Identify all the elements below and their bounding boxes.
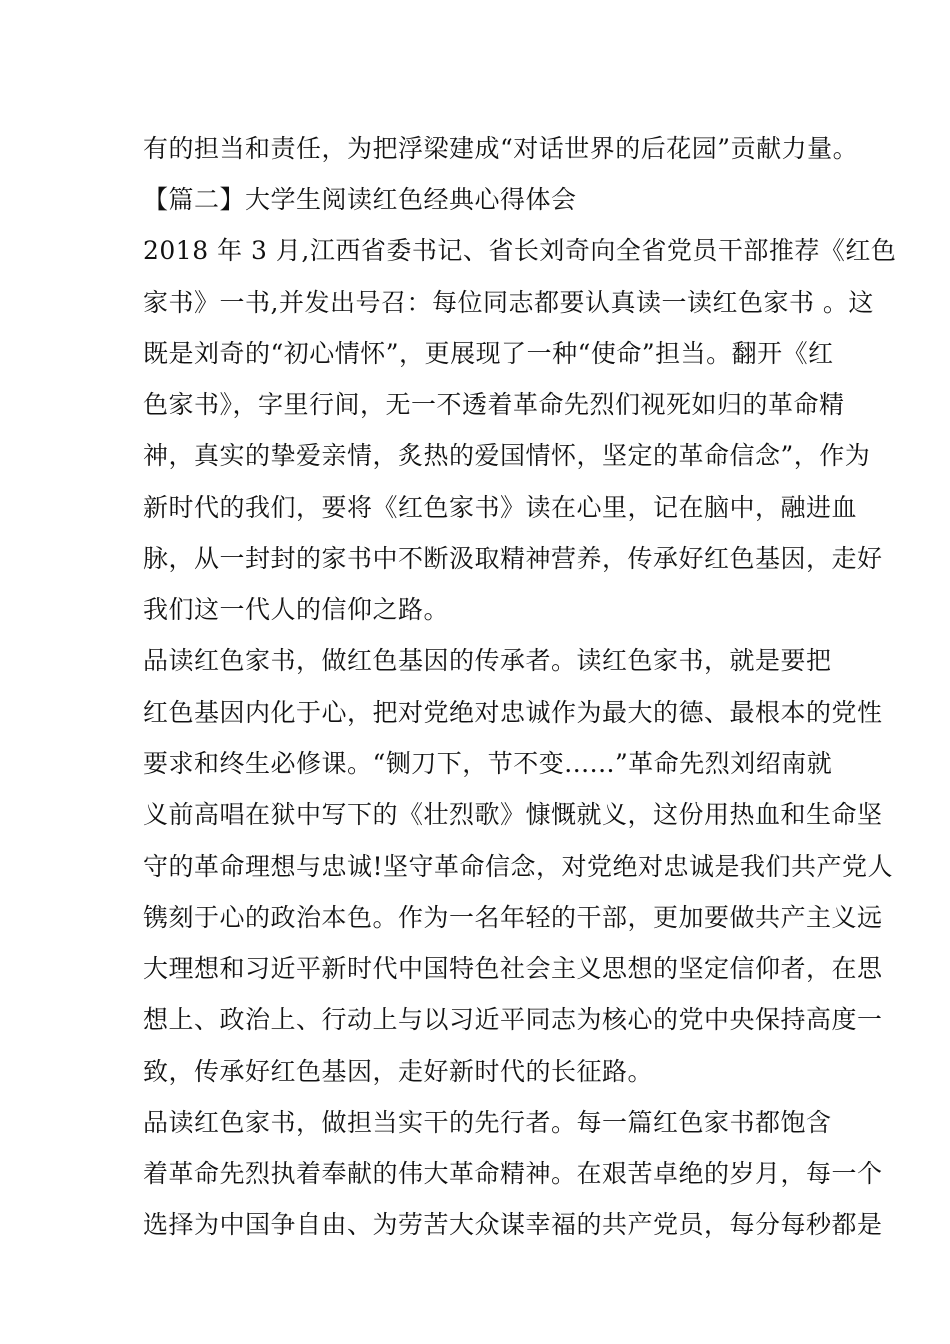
text-line: 有的担当和责任，为把浮梁建成“对话世界的后花园”贡献力量。	[143, 134, 859, 163]
text-line: 致，传承好红色基因，走好新时代的长征路。	[143, 1057, 654, 1086]
text-line: 选择为中国争自由、为劳苦大众谋幸福的共产党员，每分每秒都是	[143, 1210, 883, 1239]
text-line: 品读红色家书，做担当实干的先行者。每一篇红色家书都饱含	[143, 1108, 832, 1137]
text-line: 我们这一代人的信仰之路。	[143, 595, 450, 624]
text-line: 义前高唱在狱中写下的《壮烈歌》慷慨就义，这份用热血和生命坚	[143, 800, 883, 829]
section-heading: 【篇二】大学生阅读红色经典心得体会	[143, 185, 577, 214]
text-line: 品读红色家书，做红色基因的传承者。读红色家书，就是要把	[143, 646, 832, 675]
text-line: 脉，从一封封的家书中不断汲取精神营养，传承好红色基因，走好	[143, 544, 883, 573]
text-line: 要求和终生必修课。“铡刀下，节不变......”革命先烈刘绍南就	[143, 749, 833, 778]
text-line: 既是刘奇的“初心情怀”，更展现了一种“使命”担当。翻开《红	[143, 339, 834, 368]
text-line: 想上、政治上、行动上与以习近平同志为核心的党中央保持高度一	[143, 1005, 883, 1034]
text-line: 神，真实的挚爱亲情，炙热的爱国情怀，坚定的革命信念”，作为	[143, 441, 871, 470]
text-line: 着革命先烈执着奉献的伟大革命精神。在艰苦卓绝的岁月，每一个	[143, 1159, 883, 1188]
text-line: 新时代的我们，要将《红色家书》读在心里，记在脑中，融进血	[143, 493, 858, 522]
text-line: 红色基因内化于心，把对党绝对忠诚作为最大的德、最根本的党性	[143, 698, 883, 727]
text-line: 2018 年 3 月,江西省委书记、省长刘奇向全省党员干部推荐《红色	[143, 236, 897, 265]
text-line: 镌刻于心的政治本色。作为一名年轻的干部，更加要做共产主义远	[143, 903, 883, 932]
text-line: 大理想和习近平新时代中国特色社会主义思想的坚定信仰者，在思	[143, 954, 883, 983]
text-line: 守的革命理想与忠诚!坚守革命信念，对党绝对忠诚是我们共产党人	[143, 852, 894, 881]
text-line: 色家书》，字里行间，无一不透着革命先烈们视死如归的革命精	[143, 390, 845, 419]
text-line: 家书》一书,并发出号召：每位同志都要认真读一读红色家书 。这	[143, 288, 874, 317]
